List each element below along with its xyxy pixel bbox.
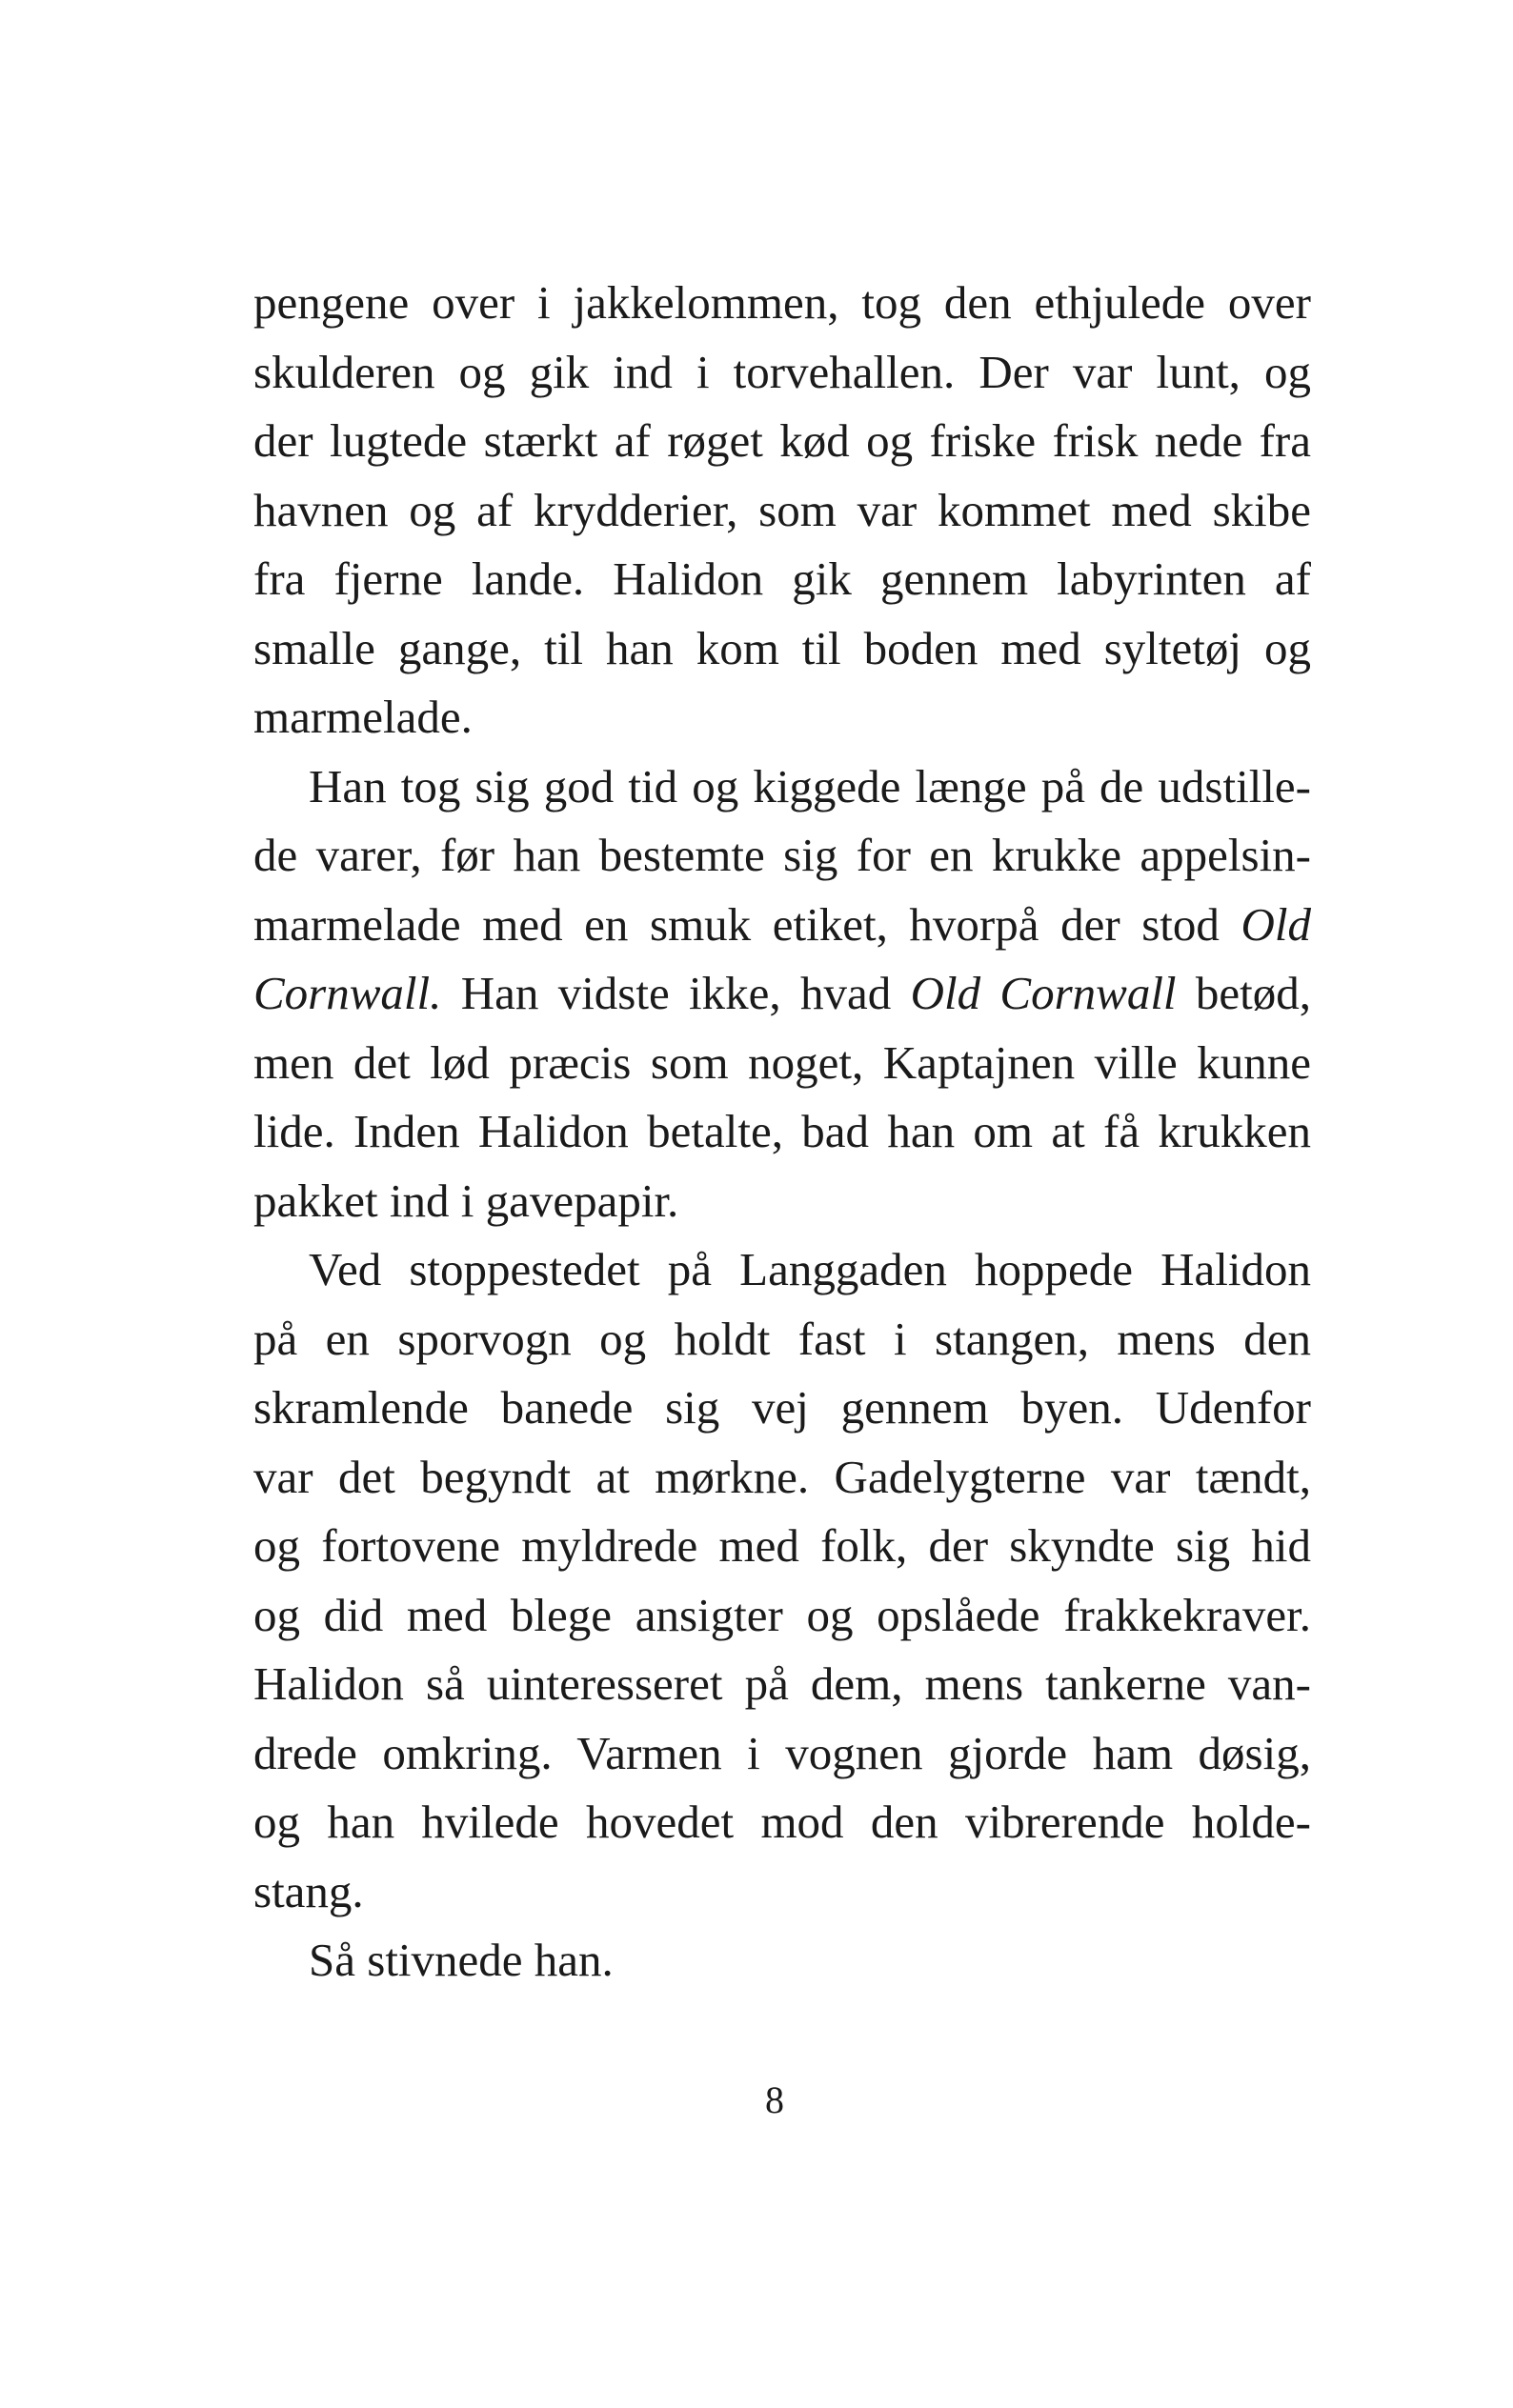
text-line: stang.: [253, 1864, 364, 1917]
text-line: smalle gange, til han kom til boden med syltetøj og: [253, 621, 1311, 674]
text-line: lide. Inden Halidon betalte, bad han om at få krukken: [253, 1105, 1311, 1157]
text-line: skulderen og gik ind i torvehallen. Der var lunt, og: [253, 345, 1311, 398]
text-span: marmelade med en smuk etiket, hvorpå der stod: [253, 897, 1241, 951]
text-line: var det begyndt at mørkne. Gadelygterne var tændt,: [253, 1450, 1311, 1503]
text-line: på en sporvogn og holdt fast i stangen, mens den: [253, 1312, 1311, 1365]
text-span: Han vidste ikke, hvad: [441, 967, 911, 1019]
text-line: fra fjerne lande. Halidon gik gennem labyrinten af: [253, 552, 1311, 605]
text-line: men det lød præcis som noget, Kaptajnen ville kunne: [253, 1035, 1311, 1089]
text-line: der lugtede stærkt af røget kød og friske frisk nede fra: [253, 414, 1311, 467]
text-line: pakket ind i gavepapir.: [253, 1174, 679, 1227]
italic-title: Old Cornwall: [910, 967, 1177, 1019]
text-line: drede omkring. Varmen i vognen gjorde ham døsig,: [253, 1726, 1311, 1779]
text-line: Ved stoppestedet på Langgaden hoppede Halidon: [309, 1243, 1311, 1295]
text-line: og han hvilede hovedet mod den vibrerende holde-: [253, 1796, 1311, 1848]
text-line: Halidon så uinteresseret på dem, mens tankerne van-: [253, 1657, 1311, 1710]
text-line: og did med blege ansigter og opslåede frakkekraver.: [253, 1588, 1311, 1641]
page-number: 8: [765, 2078, 784, 2121]
text-line: skramlende banede sig vej gennem byen. Udenfor: [253, 1381, 1311, 1434]
text-line: og fortovene myldrede med folk, der skyndte sig hid: [253, 1519, 1311, 1572]
text-line: [253, 959, 1311, 1029]
text-line: havnen og af krydderier, som var kommet med skibe: [253, 483, 1311, 536]
body-text: [253, 269, 1311, 1996]
italic-title: Old: [1241, 897, 1311, 951]
text-line: [253, 891, 1311, 960]
paragraph-1: [253, 269, 1311, 752]
text-line: Så stivnede han.: [309, 1934, 614, 1986]
paragraph-4: [253, 1926, 1311, 1996]
text-line: marmelade.: [253, 691, 473, 743]
text-line: pengene over i jakkelommen, tog den ethjulede over: [253, 276, 1311, 329]
italic-title: Cornwall.: [253, 967, 442, 1019]
text-line: de varer, før han bestemte sig for en krukke appelsin-: [253, 829, 1311, 881]
text-span: betød,: [1176, 967, 1311, 1019]
text-line: Han tog sig god tid og kiggede længe på de udstille-: [309, 759, 1311, 813]
paragraph-3: [253, 1235, 1311, 1926]
paragraph-2: [253, 752, 1311, 1236]
